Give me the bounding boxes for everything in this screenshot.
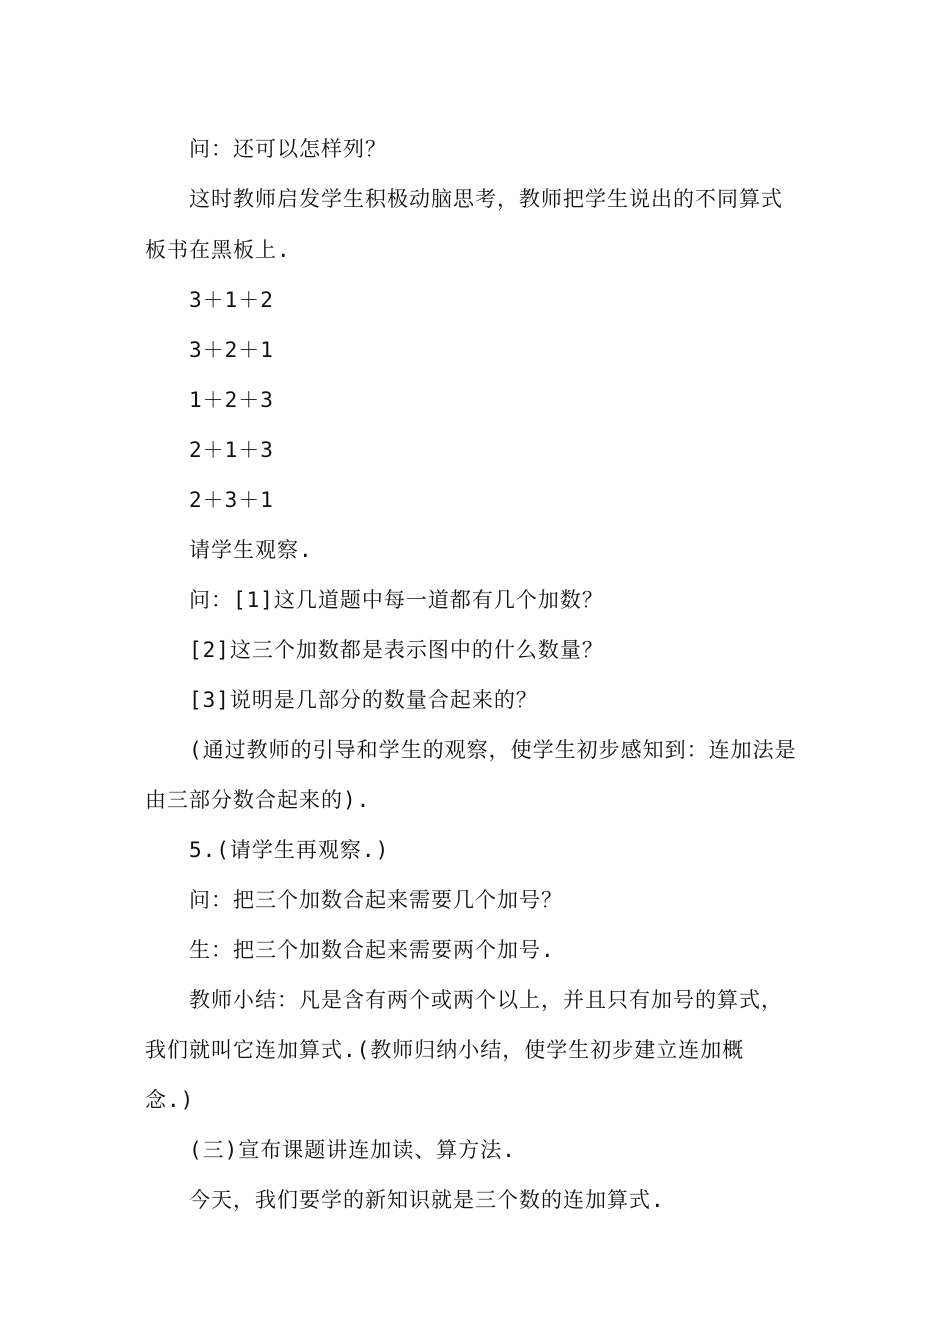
question-line: 问：把三个加数合起来需要几个加号？ <box>189 888 563 912</box>
text-line: 请学生观察. <box>189 538 313 562</box>
text-line: 教师小结：凡是含有两个或两个以上，并且只有加号的算式， <box>189 988 783 1012</box>
text-line: 念.) <box>145 1088 195 1112</box>
question-line: [2]这三个加数都是表示图中的什么数量？ <box>189 638 604 662</box>
equation-line: 1＋2＋3 <box>189 388 274 412</box>
text-line: 我们就叫它连加算式.(教师归纳小结，使学生初步建立连加概 <box>145 1038 745 1062</box>
text-line: 这时教师启发学生积极动脑思考，教师把学生说出的不同算式 <box>189 187 783 211</box>
question-line: [3]说明是几部分的数量合起来的？ <box>189 688 538 712</box>
text-line: 5.(请学生再观察.) <box>189 838 390 862</box>
text-line: 今天，我们要学的新知识就是三个数的连加算式. <box>189 1188 665 1212</box>
question-line: 问：[1]这几道题中每一道都有几个加数？ <box>189 588 604 612</box>
text-line: 问：还可以怎样列？ <box>189 137 387 161</box>
text-line: 板书在黑板上. <box>145 238 291 262</box>
section-heading: (三)宣布课题讲连加读、算方法. <box>189 1138 516 1162</box>
equation-line: 2＋1＋3 <box>189 438 274 462</box>
text-line: 由三部分数合起来的). <box>145 788 371 812</box>
text-line: (通过教师的引导和学生的观察，使学生初步感知到：连加法是 <box>189 738 797 762</box>
equation-line: 3＋1＋2 <box>189 288 274 312</box>
equation-line: 3＋2＋1 <box>189 338 274 362</box>
answer-line: 生：把三个加数合起来需要两个加号. <box>189 938 555 962</box>
equation-line: 2＋3＋1 <box>189 488 274 512</box>
